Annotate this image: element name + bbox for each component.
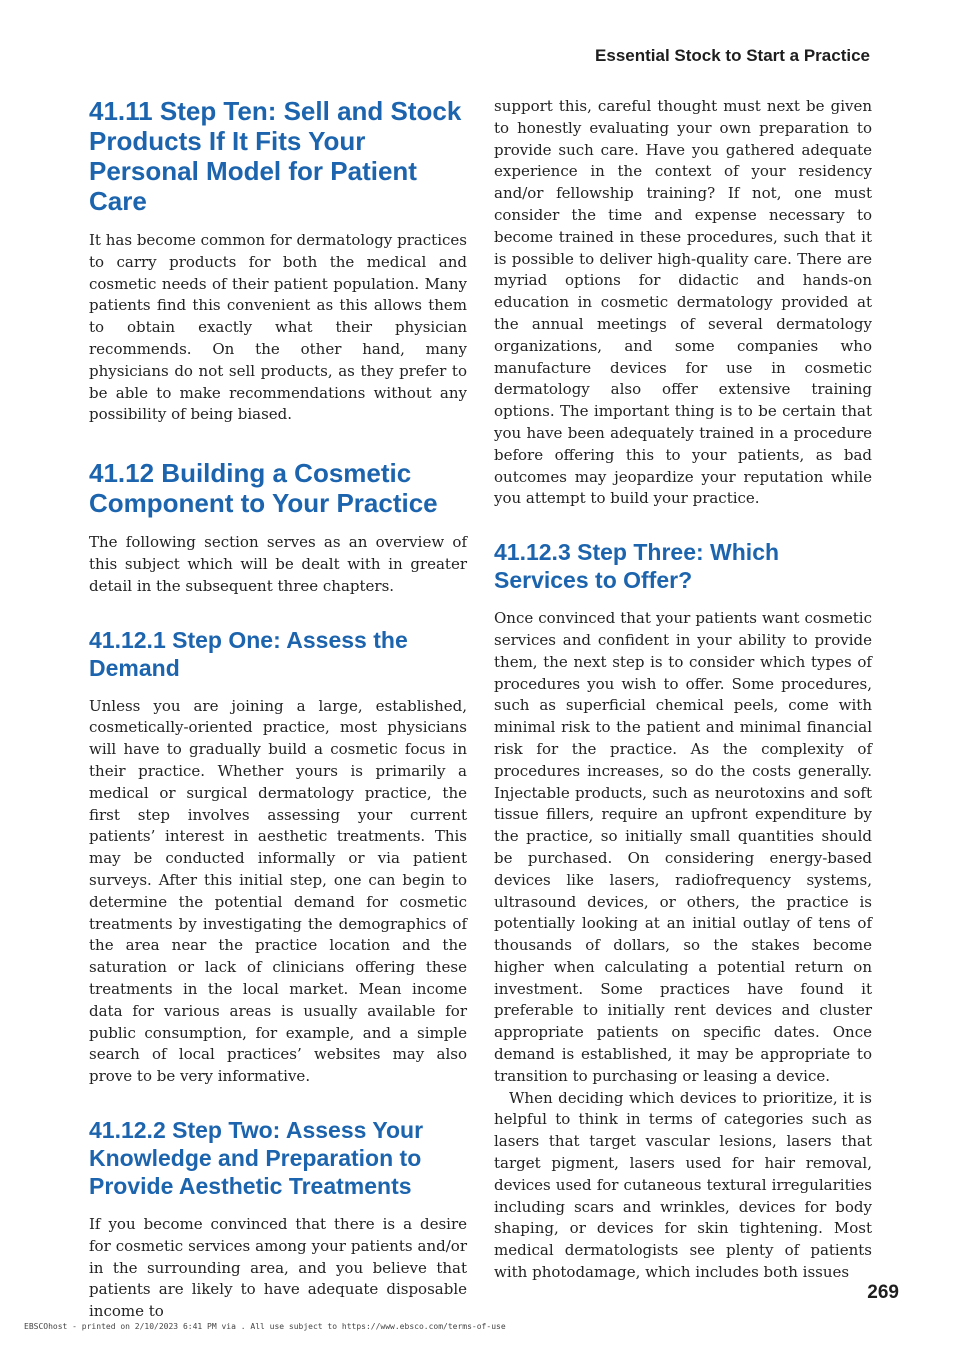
section-41-12-3-paragraph-2: When deciding which devices to prioritize, it is helpful to think in terms of categories such as lasers that target vascular lesions, lasers that target pigment, lasers used for hair removal, devices used for cutaneous textural irregularities including scars and wrinkles, devices for body shaping, or devices for skin tightening. Most medical dermatologists see plenty of patients with photodamage, which includes both issues [494,1088,872,1282]
section-41-12-paragraph: The following section serves as an overview of this subject which will be dealt with in greater detail in the subsequent three chapters. [89,533,467,595]
page-number: 269 [867,1282,899,1303]
left-column [89,96,467,1323]
section-41-11-paragraph: It has become common for dermatology practices to carry products for both the medical and cosmetic needs of their patient population. Many patients find this convenient as this allows them to obtain exactly what their physician recommends. On the other hand, many physicians do not sell products, as they prefer to be able to make recommendations without any possibility of being biased. [89,231,467,424]
footer-note: EBSCOhost - printed on 2/10/2023 6:41 PM via . All use subject to https://www.ebsco.com/terms-of-use [24,1322,506,1331]
section-heading-41-11: 41.11 Step Ten: Sell and Stock Products If It Fits Your Personal Model for Patient Care [89,96,462,216]
section-heading-41-12-3: 41.12.3 Step Three: Which Services to Offer? [494,539,780,594]
running-head: Essential Stock to Start a Practice [595,46,870,65]
section-41-12-1-paragraph: Unless you are joining a large, established, cosmetically-oriented practice, most physicians will have to gradually build a cosmetic focus in their practice. Whether yours is primarily a medical or surgical dermatology practice, the first step involves assessing your current patients’ interest in aesthetic treatments. This may be conducted informally or via patient surveys. After this initial step, one can begin to determine the potential demand for cosmetic treatments by investigating the demographics of the area near the practice location and the saturation or lack of clinicians offering these treatments in the local market. Mean income data for various areas is usually available for public consumption, for example, and a simple search of local practices’ websites may also prove to be very informative. [89,696,467,1086]
section-41-12-2-paragraph: If you become convinced that there is a desire for cosmetic services among your patients and/or in the surrounding area, and you believe that patients are likely to have adequate disposable income to [89,1214,467,1321]
section-41-12-3-paragraph-1: Once convinced that your patients want cosmetic services and confident in your ability to provide them, the next step is to consider which types of procedures you wish to offer. Some procedures, such as superficial chemical peels, come with minimal risk to the patient and minimal financial risk for the practice. As the complexity of procedures increases, so do the costs generally. Injectable products, such as neurotoxins and soft tissue fillers, require an upfront expenditure by the practice, so initially small quantities should be purchased. On considering energy-based devices like lasers, radiofrequency systems, ultrasound devices, or others, the practice is potentially looking at an initial outlay of tens of thousands of dollars, so the stakes become higher when calculating a potential return on investment. Some practices have found it preferable to initially rent devices and cluster appropriate patients on specific dates. Once demand is established, it may be appropriate to transition to purchasing or leasing a device. [494,609,872,1085]
section-heading-41-12-2: 41.12.2 Step Two: Assess Your Knowledge and Preparation to Provide Aesthetic Treatments [89,1116,424,1199]
section-heading-41-12-1: 41.12.1 Step One: Assess the Demand [89,626,408,681]
section-41-12-2-continued-paragraph: support this, careful thought must next be given to honestly evaluating your own preparation to provide such care. Have you gathered adequate experience in the context of your residency and/or fellowship training? If not, one must consider the time and expense necessary to become trained in these procedures, such that it is possible to deliver high-quality care. There are myriad options for didactic and hands-on education in cosmetic dermatology provided at the annual meetings of several dermatology organizations, and some companies who manufacture devices for use in cosmetic dermatology also offer extensive training options. The important thing is to be certain that you have been adequately trained in a procedure before offering this to your patients, as bad outcomes may jeopardize your reputation while you attempt to build your practice. [494,97,872,508]
section-heading-41-12: 41.12 Building a Cosmetic Component to Your Practice [89,458,438,519]
right-column [494,96,872,1284]
